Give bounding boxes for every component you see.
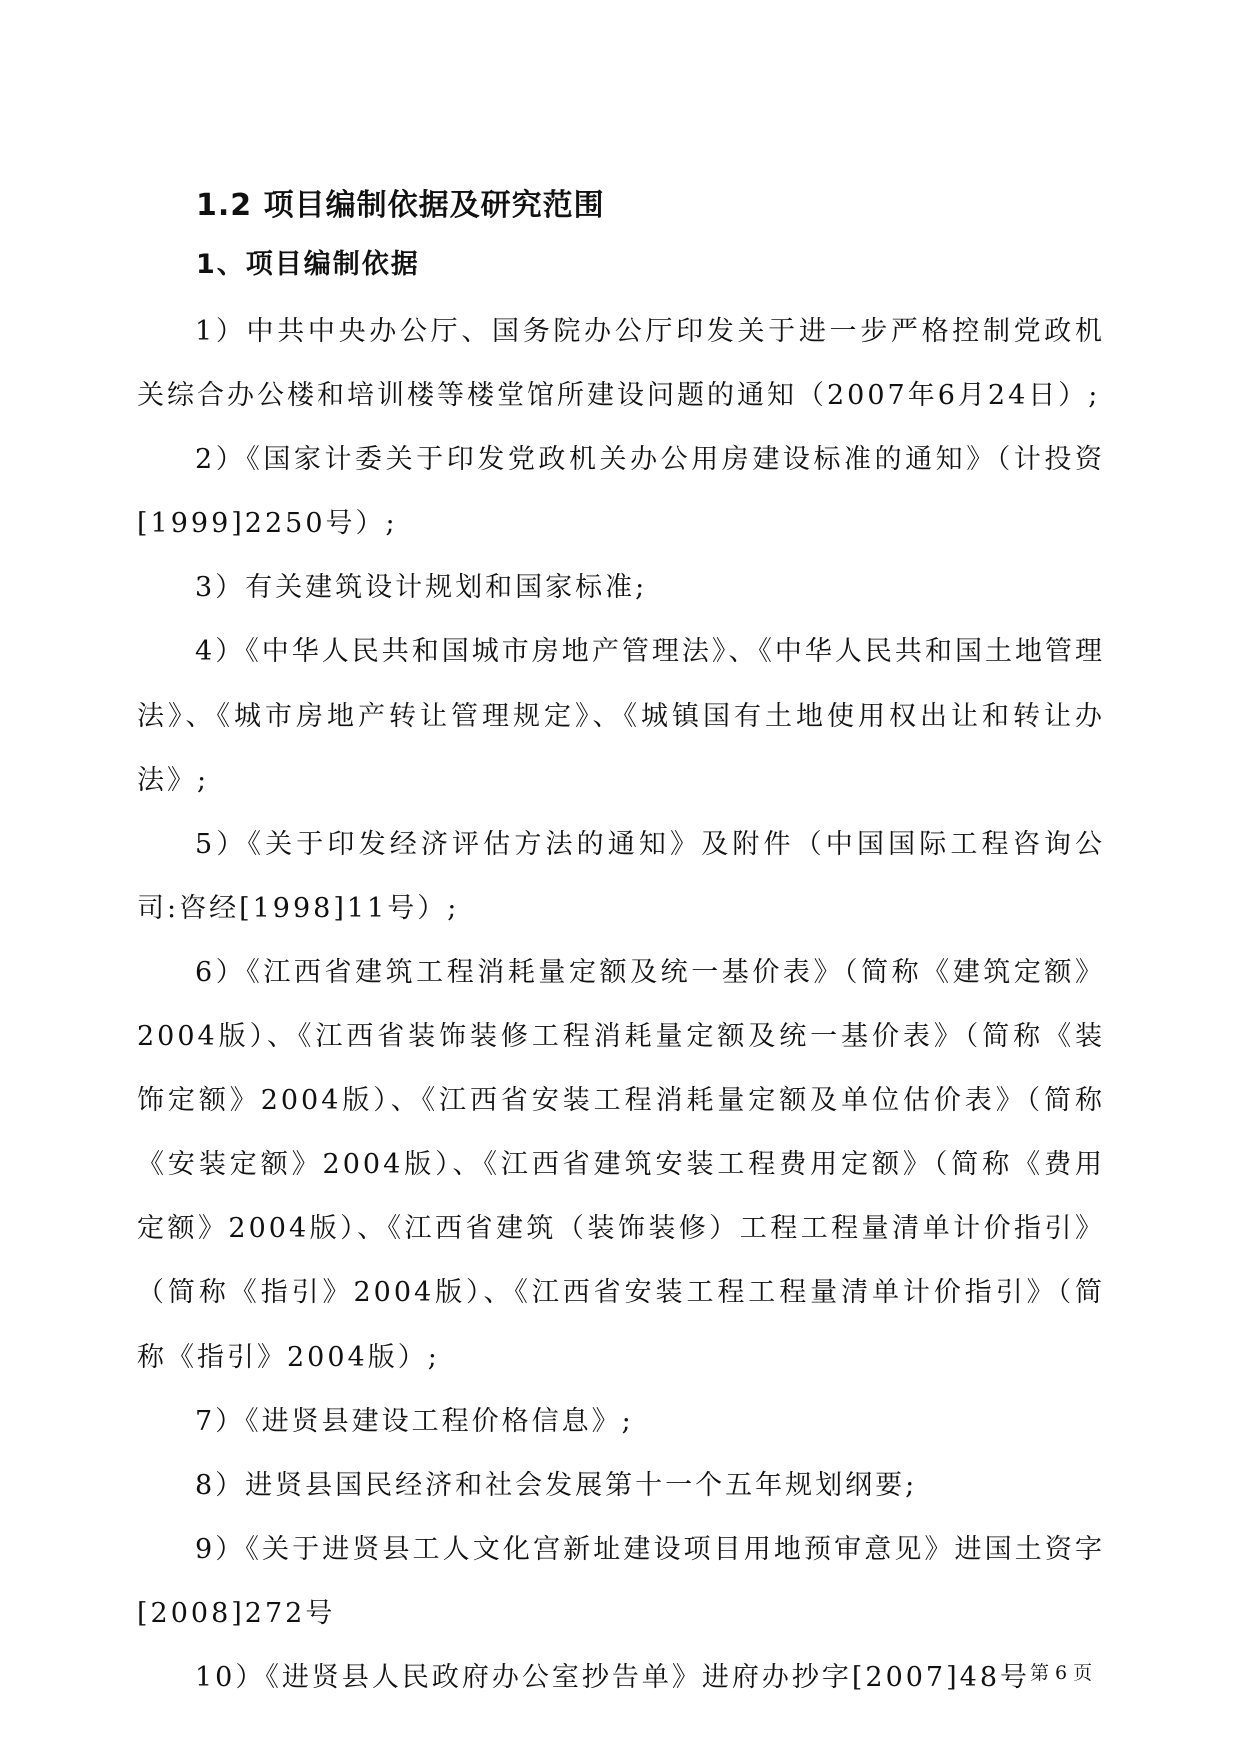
basis-item-9: 9）《关于进贤县工人文化宫新址建设项目用地预审意见》进国土资字[2008]272号 xyxy=(137,1533,1105,1629)
section-title: 1.2 项目编制依据及研究范围 xyxy=(196,188,605,223)
basis-item-5: 5）《关于印发经济评估方法的通知》及附件（中国国际工程咨询公司:咨经[1998]11号）; xyxy=(137,828,1105,924)
basis-list xyxy=(137,300,1105,1710)
basis-item-10: 10）《进贤县人民政府办公室抄告单》进府办抄字[2007]48号 xyxy=(195,1661,1030,1693)
basis-item-7: 7）《进贤县建设工程价格信息》; xyxy=(195,1405,634,1437)
basis-item-4: 4）《中华人民共和国城市房地产管理法》、《中华人民共和国土地管理法》、《城市房地产转让管理规定》、《城镇国有土地使用权出让和转让办法》; xyxy=(137,636,1105,796)
subsection-title: 1、项目编制依据 xyxy=(196,249,420,280)
basis-item-1: 1）中共中央办公厅、国务院办公厅印发关于进一步严格控制党政机关综合办公楼和培训楼等楼堂馆所建设问题的通知（2007年6月24日）; xyxy=(137,316,1105,412)
basis-item-8: 8）进贤县国民经济和社会发展第十一个五年规划纲要; xyxy=(195,1469,918,1501)
page-number: 第 6 页 xyxy=(1030,1662,1093,1684)
basis-item-6: 6）《江西省建筑工程消耗量定额及统一基价表》（简称《建筑定额》2004版）、《江西省装饰装修工程消耗量定额及统一基价表》（简称《装饰定额》2004版）、《江西省安装工程消耗量定额及单位估价表》（简称《安装定额》2004版）、《江西省建筑安装工程费用定额》（简称《费用定额》2004版）、《江西省建筑（装饰装修）工程工程量清单计价指引》（简称《指引》2004版）、《江西省安装工程工程量清单计价指引》（简称《指引》2004版）; xyxy=(137,956,1105,1373)
basis-item-3: 3）有关建筑设计规划和国家标准; xyxy=(195,572,648,604)
basis-item-2: 2）《国家计委关于印发党政机关办公用房建设标准的通知》（计投资[1999]2250号）; xyxy=(137,444,1105,540)
